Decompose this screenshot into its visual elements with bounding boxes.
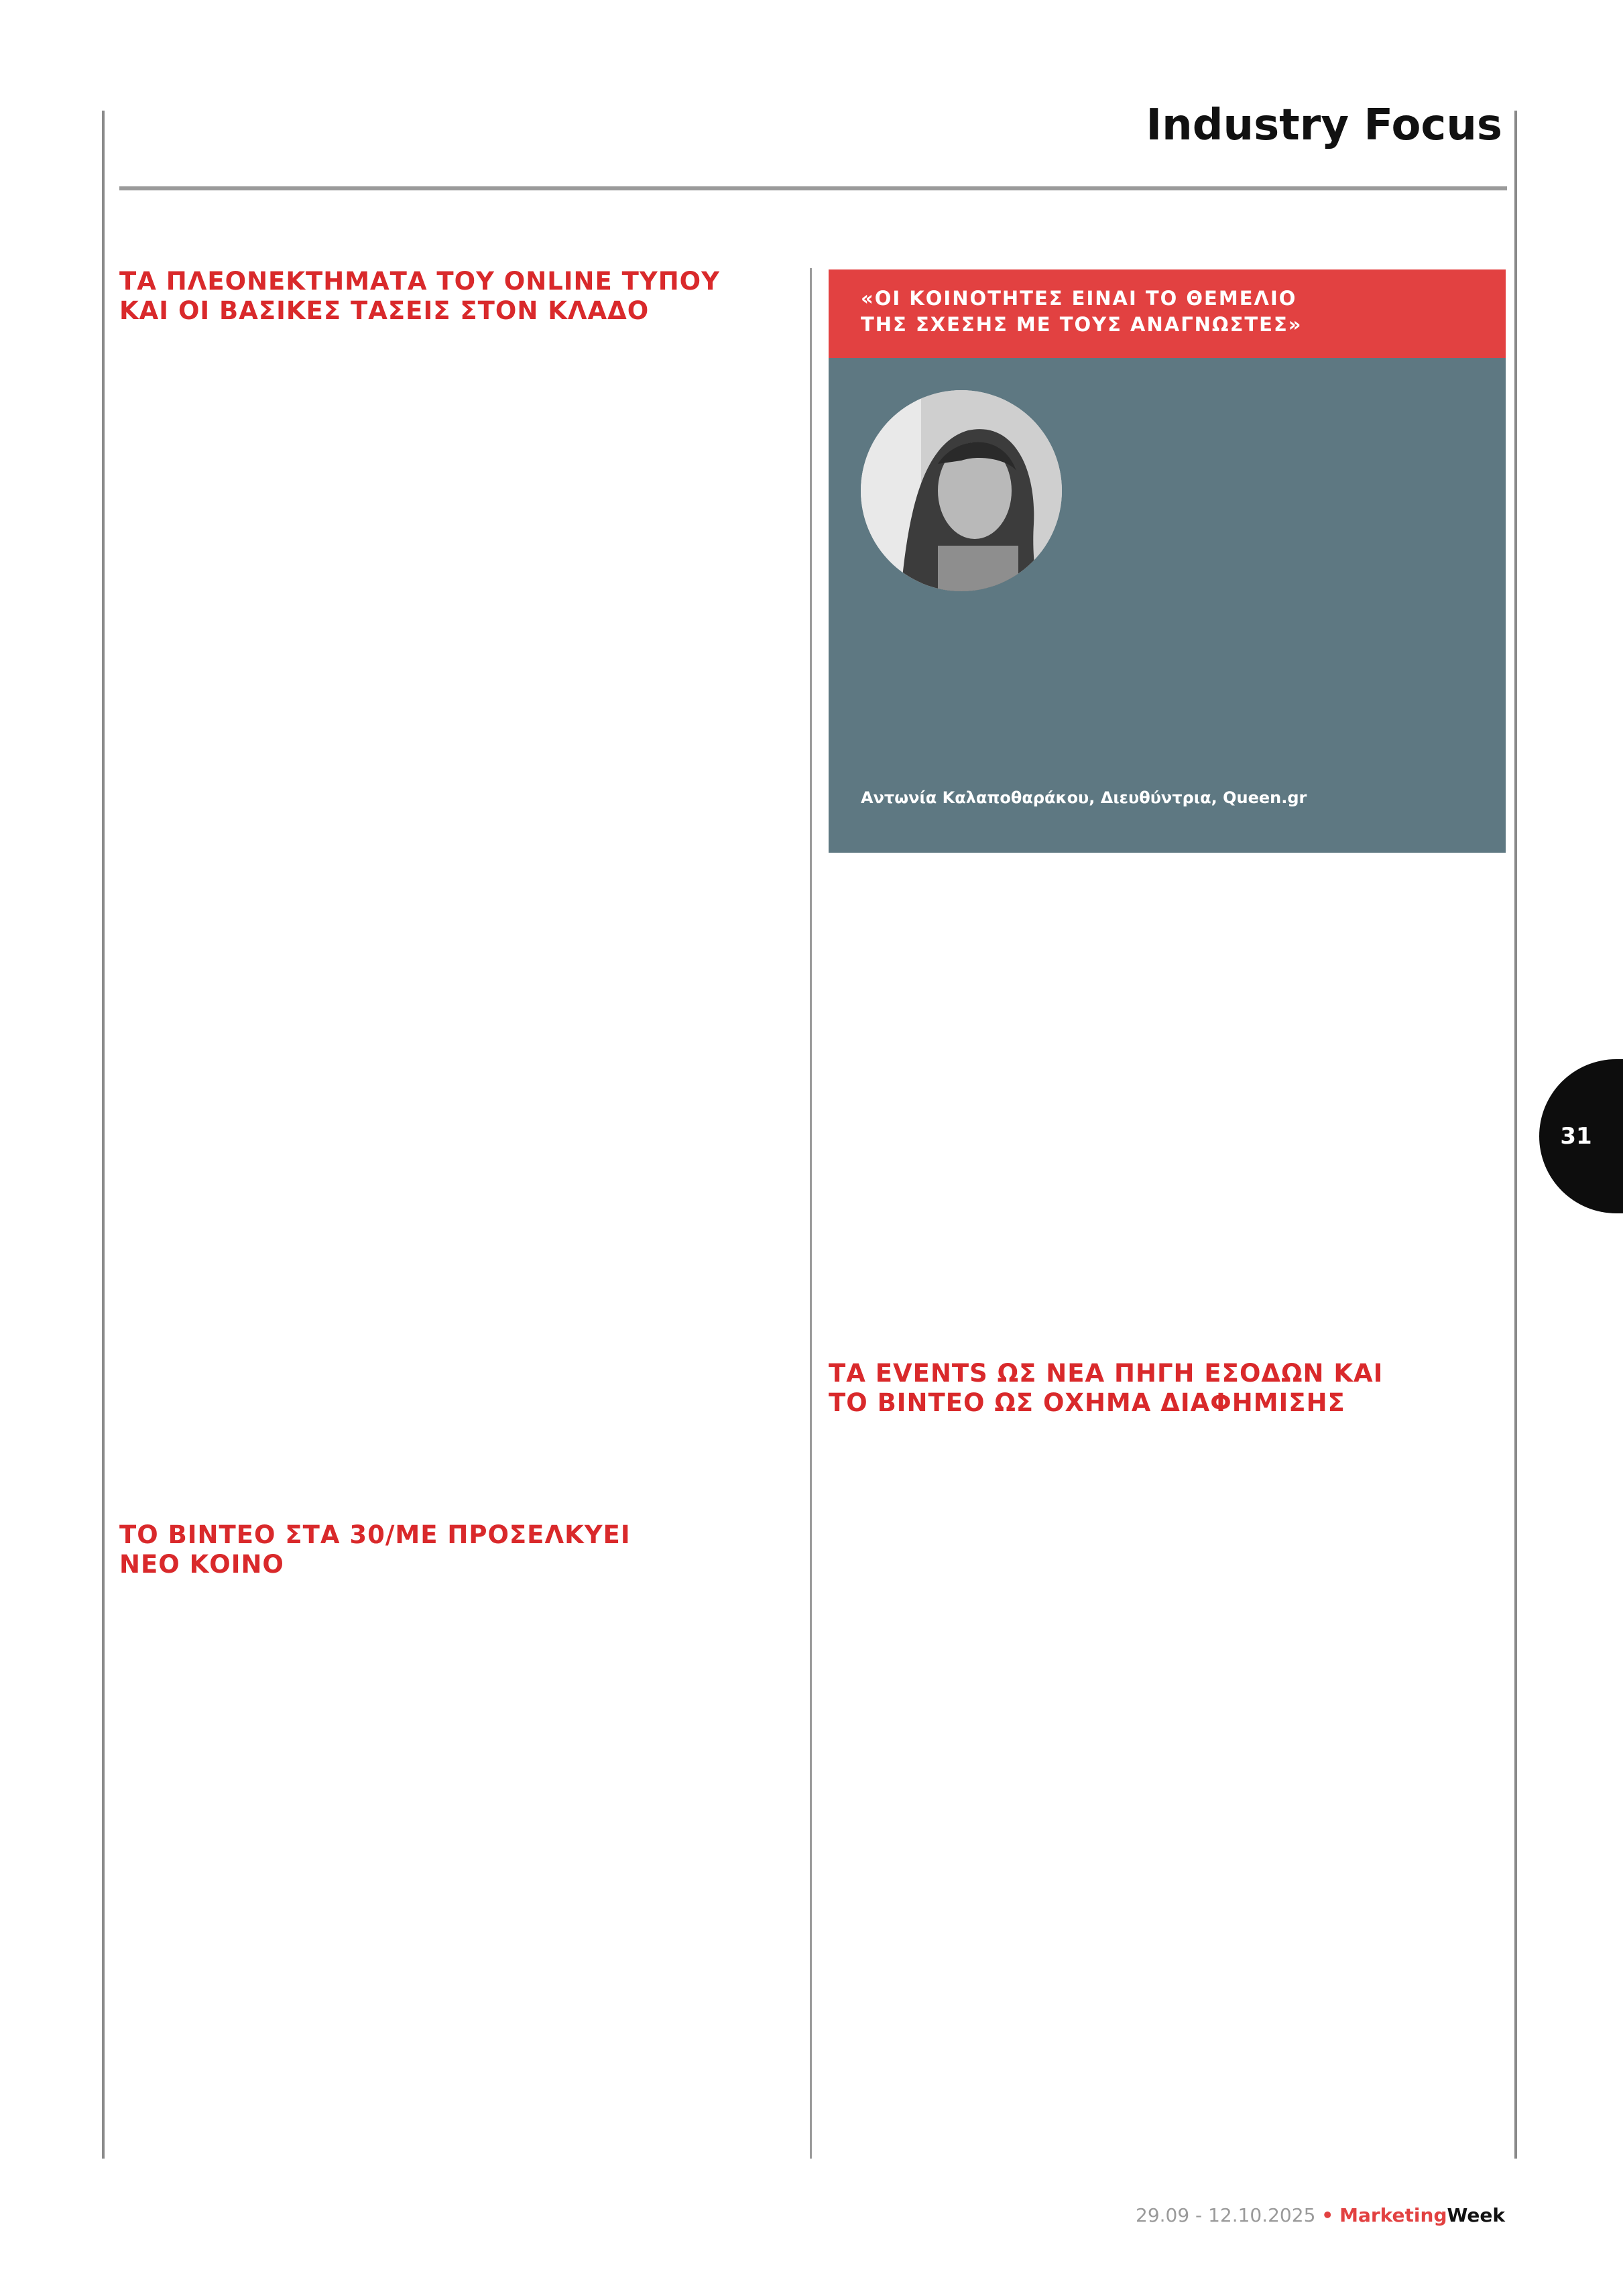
section-heading-2: ΤΟ ΒΙΝΤΕΟ ΣΤΑ 30/ΜΕ ΠΡΟΣΕΛΚΥΕΙ ΝΕΟ ΚΟΙΝΟ <box>119 1520 631 1579</box>
section-heading-3: ΤΑ EVENTS ΩΣ ΝΕΑ ΠΗΓΗ ΕΣΟΔΩΝ ΚΑΙ ΤΟ ΒΙΝΤΕΟ ΩΣ ΟΧΗΜΑ ΔΙΑΦΗΜΙΣΗΣ <box>829 1359 1384 1418</box>
callout-body <box>829 358 1506 853</box>
section-heading-1: ΤΑ ΠΛΕΟΝΕΚΤΗΜΑΤΑ ΤΟΥ ONLINE ΤΥΠΟΥ ΚΑΙ ΟΙ ΒΑΣΙΚΕΣ ΤΑΣΕΙΣ ΣΤΟΝ ΚΛΑΔΟ <box>119 267 720 326</box>
footer-brand-marketing: Marketing <box>1339 2204 1447 2226</box>
footer-brand-week: Week <box>1447 2204 1505 2226</box>
column-divider <box>810 268 812 2159</box>
header-rule <box>119 186 1507 190</box>
footer-dates: 29.09 - 12.10.2025 <box>1136 2204 1316 2226</box>
left-article-section-2 <box>119 1520 796 1580</box>
callout-title: «ΟΙ ΚΟΙΝΟΤΗΤΕΣ ΕΙΝΑΙ ΤΟ ΘΕΜΕΛΙΟ ΤΗΣ ΣΧΕΣΗΣ ΜΕ ΤΟΥΣ ΑΝΑΓΝΩΣΤΕΣ» <box>829 269 1506 358</box>
right-article-section-3 <box>829 1359 1506 1418</box>
quote-callout <box>829 269 1506 853</box>
callout-credit: Αντωνία Καλαποθαράκου, Διευθύντρια, Queen.gr <box>861 788 1307 807</box>
footer-separator: • <box>1321 2204 1334 2226</box>
page-footer <box>1136 2204 1505 2226</box>
portrait-illustration <box>861 390 1062 591</box>
right-margin-rule <box>1514 111 1517 2159</box>
left-article-section-1 <box>119 267 796 326</box>
page-number: 31 <box>1560 1123 1592 1150</box>
portrait-photo <box>861 390 1062 591</box>
section-title: Industry Focus <box>1146 101 1502 150</box>
left-margin-rule <box>102 111 105 2159</box>
